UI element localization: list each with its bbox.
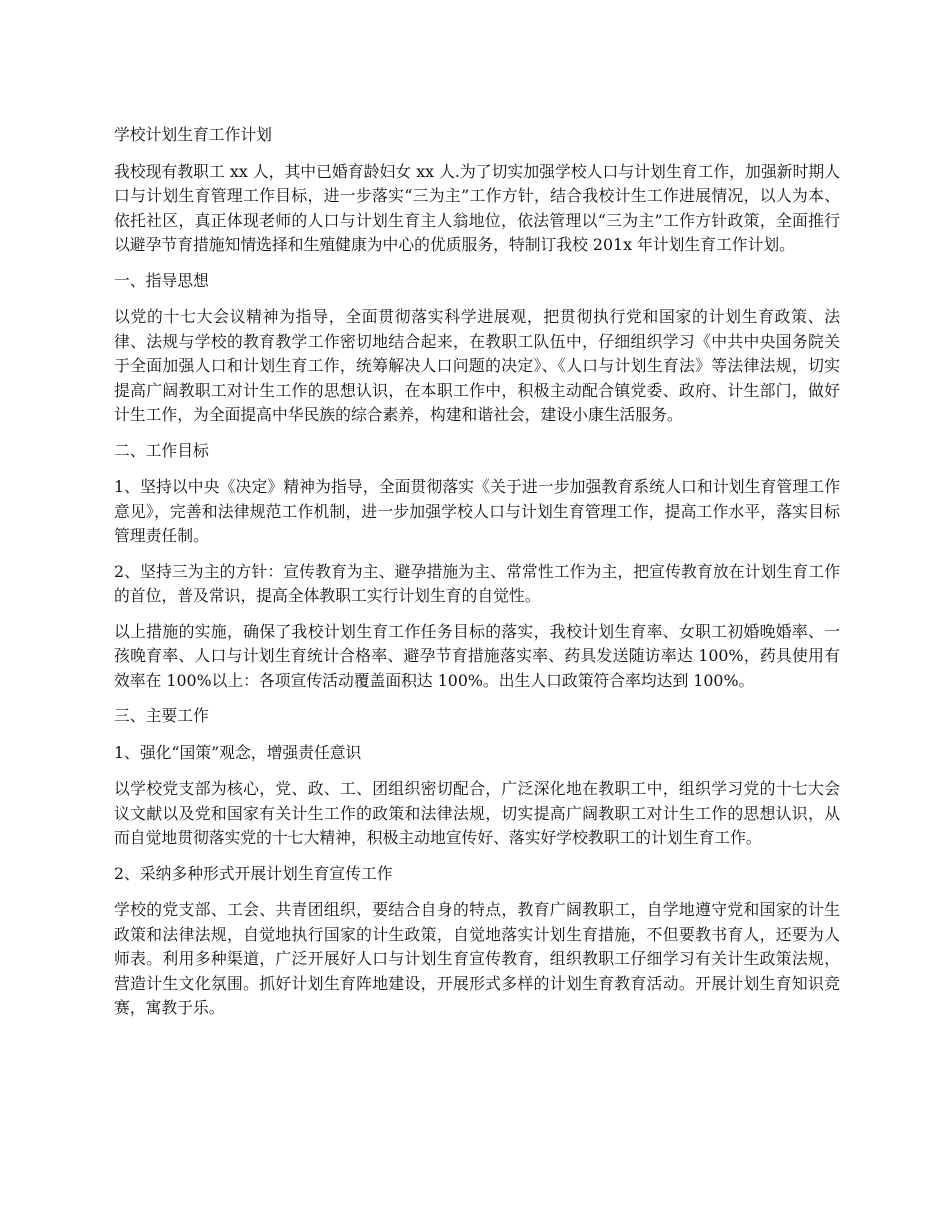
section-heading-guiding-thought: 一、指导思想 <box>114 270 209 290</box>
section-heading-work-goals: 二、工作目标 <box>114 440 209 460</box>
document-title: 学校计划生育工作计划 <box>114 125 272 144</box>
main-work-subheading-1: 1、强化“国策”观念，增强责任意识 <box>114 742 362 762</box>
section-heading-main-work: 三、主要工作 <box>114 706 209 725</box>
main-work-paragraph-2: 学校的党支部、工会、共青团组织，要结合自身的特点，教育广阔教职工，自学地遵守党和国家的计生政策和法律法规，自觉地执行国家的计生政策，自觉地落实计划生育措施，不但要教书育人，还要为人师表。利用多种渠道，广泛开展好人口与计划生育宣传教育，组织教职工仔细学习有关计生政策法规，营造计生文化氛围。抓好计划生育阵地建设，开展形式多样的计划生育教育活动。开展计划生育知识竞赛，寓教于乐。 <box>114 900 840 1017</box>
main-work-paragraph-1: 以学校党支部为核心，党、政、工、团组织密切配合，广泛深化地在教职工中，组织学习党的十七大会议文献以及党和国家有关计生工作的政策和法律法规，切实提高广阔教职工对计生工作的思想认识，从而自觉地贯彻落实党的十七大精神，积极主动地宣传好、落实好学校教职工的计划生育工作。 <box>114 779 840 847</box>
work-goal-item-2: 2、坚持三为主的方针：宣传教育为主、避孕措施为主、常常性工作为主，把宣传教育放在计划生育工作的首位，普及常识，提高全体教职工实行计划生育的自觉性。 <box>114 561 840 605</box>
document-body <box>114 123 840 1032</box>
guiding-thought-paragraph: 以党的十七大会议精神为指导，全面贯彻落实科学进展观，把贯彻执行党和国家的计划生育政策、法律、法规与学校的教育教学工作密切地结合起来，在教职工队伍中，仔细组织学习《中共中央国务院关于全面加强人口和计划生育工作，统筹解决人口问题的决定》、《人口与计划生育法》等法律法规，切实提高广阔教职工对计生工作的思想认识，在本职工作中，积极主动配合镇党委、政府、计生部门，做好计生工作，为全面提高中华民族的综合素养，构建和谐社会，建设小康生活服务。 <box>114 307 840 424</box>
measures-result-paragraph: 以上措施的实施，确保了我校计划生育工作任务目标的落实，我校计划生育率、女职工初婚晚婚率、一孩晚育率、人口与计划生育统计合格率、避孕节育措施落实率、药具发送随访率达 100%，药具使用有效率在 100%以上：各项宣传活动覆盖面积达 100%。出生人口政策符合率均达到 100%。 <box>114 621 840 690</box>
main-work-subheading-2: 2、采纳多种形式开展计划生育宣传工作 <box>114 863 393 883</box>
intro-paragraph: 我校现有教职工 xx 人，其中已婚育龄妇女 xx 人.为了切实加强学校人口与计划生育工作，加强新时期人口与计划生育管理工作目标，进一步落实“三为主”工作方针，结合我校计生工作进展情况，以人为本、依托社区，真正体现老师的人口与计划生育主人翁地位，依法管理以“三为主”工作方针政策，全面推行以避孕节育措施知情选择和生殖健康为中心的优质服务，特制订我校 201x 年计划生育工作计划。 <box>114 161 840 254</box>
work-goal-item-1: 1、坚持以中央《决定》精神为指导，全面贯彻落实《关于进一步加强教育系统人口和计划生育管理工作意见》，完善和法律规范工作机制，进一步加强学校人口与计划生育管理工作，提高工作水平，落实目标管理责任制。 <box>114 477 840 545</box>
